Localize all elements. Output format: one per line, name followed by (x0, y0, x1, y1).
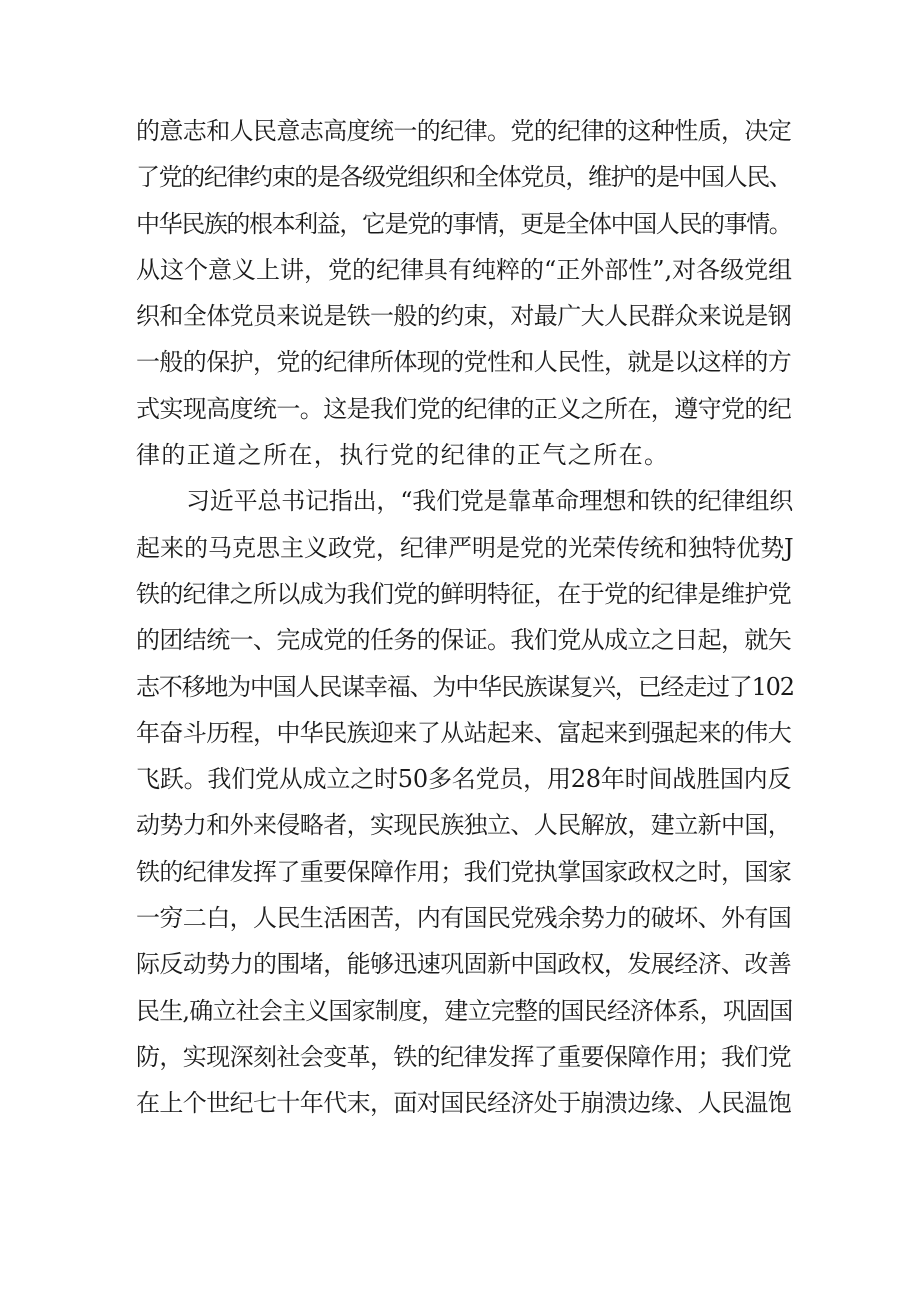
text-line: 际反动势力的围堵，能够迅速巩固新中国政权，发展经济、改善 (136, 950, 792, 979)
body-text (136, 108, 796, 1127)
text-line: 的团结统一、完成党的任务的保证。我们党从成立之日起，就矢 (136, 626, 792, 655)
text-line: 铁的纪律之所以成为我们党的鲜明特征，在于党的纪律是维护党 (136, 579, 792, 608)
text-line: 了党的纪律约束的是各级党组织和全体党员，维护的是中国人民、 (136, 163, 792, 192)
text-line: 中华民族的根本利益，它是党的事情，更是全体中国人民的事情。 (136, 209, 792, 238)
text-line: 起来的马克思主义政党，纪律严明是党的光荣传统和独特优势J (136, 533, 794, 562)
text-line: 式实现高度统一。这是我们党的纪律的正义之所在，遵守党的纪 (136, 394, 792, 423)
text-line: 律的正道之所在，执行党的纪律的正气之所在。 (136, 441, 670, 470)
text-line: 一般的保护，党的纪律所体现的党性和人民性，就是以这样的方 (136, 348, 792, 377)
text-line: 飞跃。我们党从成立之时50多名党员，用28年时间战胜国内反 (136, 765, 792, 794)
text-line: 铁的纪律发挥了重要保障作用；我们党执掌国家政权之时，国家 (136, 857, 792, 886)
text-line: 从这个意义上讲，党的纪律具有纯粹的“正外部性”,对各级党组 (136, 255, 793, 284)
text-line: 民生,确立社会主义国家制度，建立完整的国民经济体系，巩固国 (136, 996, 793, 1025)
text-line: 织和全体党员来说是铁一般的约束，对最广大人民群众来说是钢 (136, 302, 792, 331)
text-line: 动势力和外来侵略者，实现民族独立、人民解放，建立新中国， (136, 811, 792, 840)
text-line: 一穷二白，人民生活困苦，内有国民党残余势力的破坏、外有国 (136, 904, 792, 933)
text-line: 志不移地为中国人民谋幸福、为中华民族谋复兴，已经走过了102 (136, 672, 794, 701)
paragraph-first-line: 习近平总书记指出，“我们党是靠革命理想和铁的纪律组织 (186, 487, 794, 516)
text-line: 在上个世纪七十年代末，面对国民经济处于崩溃边缘、人民温饱 (136, 1089, 792, 1118)
text-line: 年奋斗历程，中华民族迎来了从站起来、富起来到强起来的伟大 (136, 718, 792, 747)
text-line: 防，实现深刻社会变革，铁的纪律发挥了重要保障作用；我们党 (136, 1042, 792, 1071)
text-line: 的意志和人民意志高度统一的纪律。党的纪律的这种性质，决定 (136, 117, 792, 145)
